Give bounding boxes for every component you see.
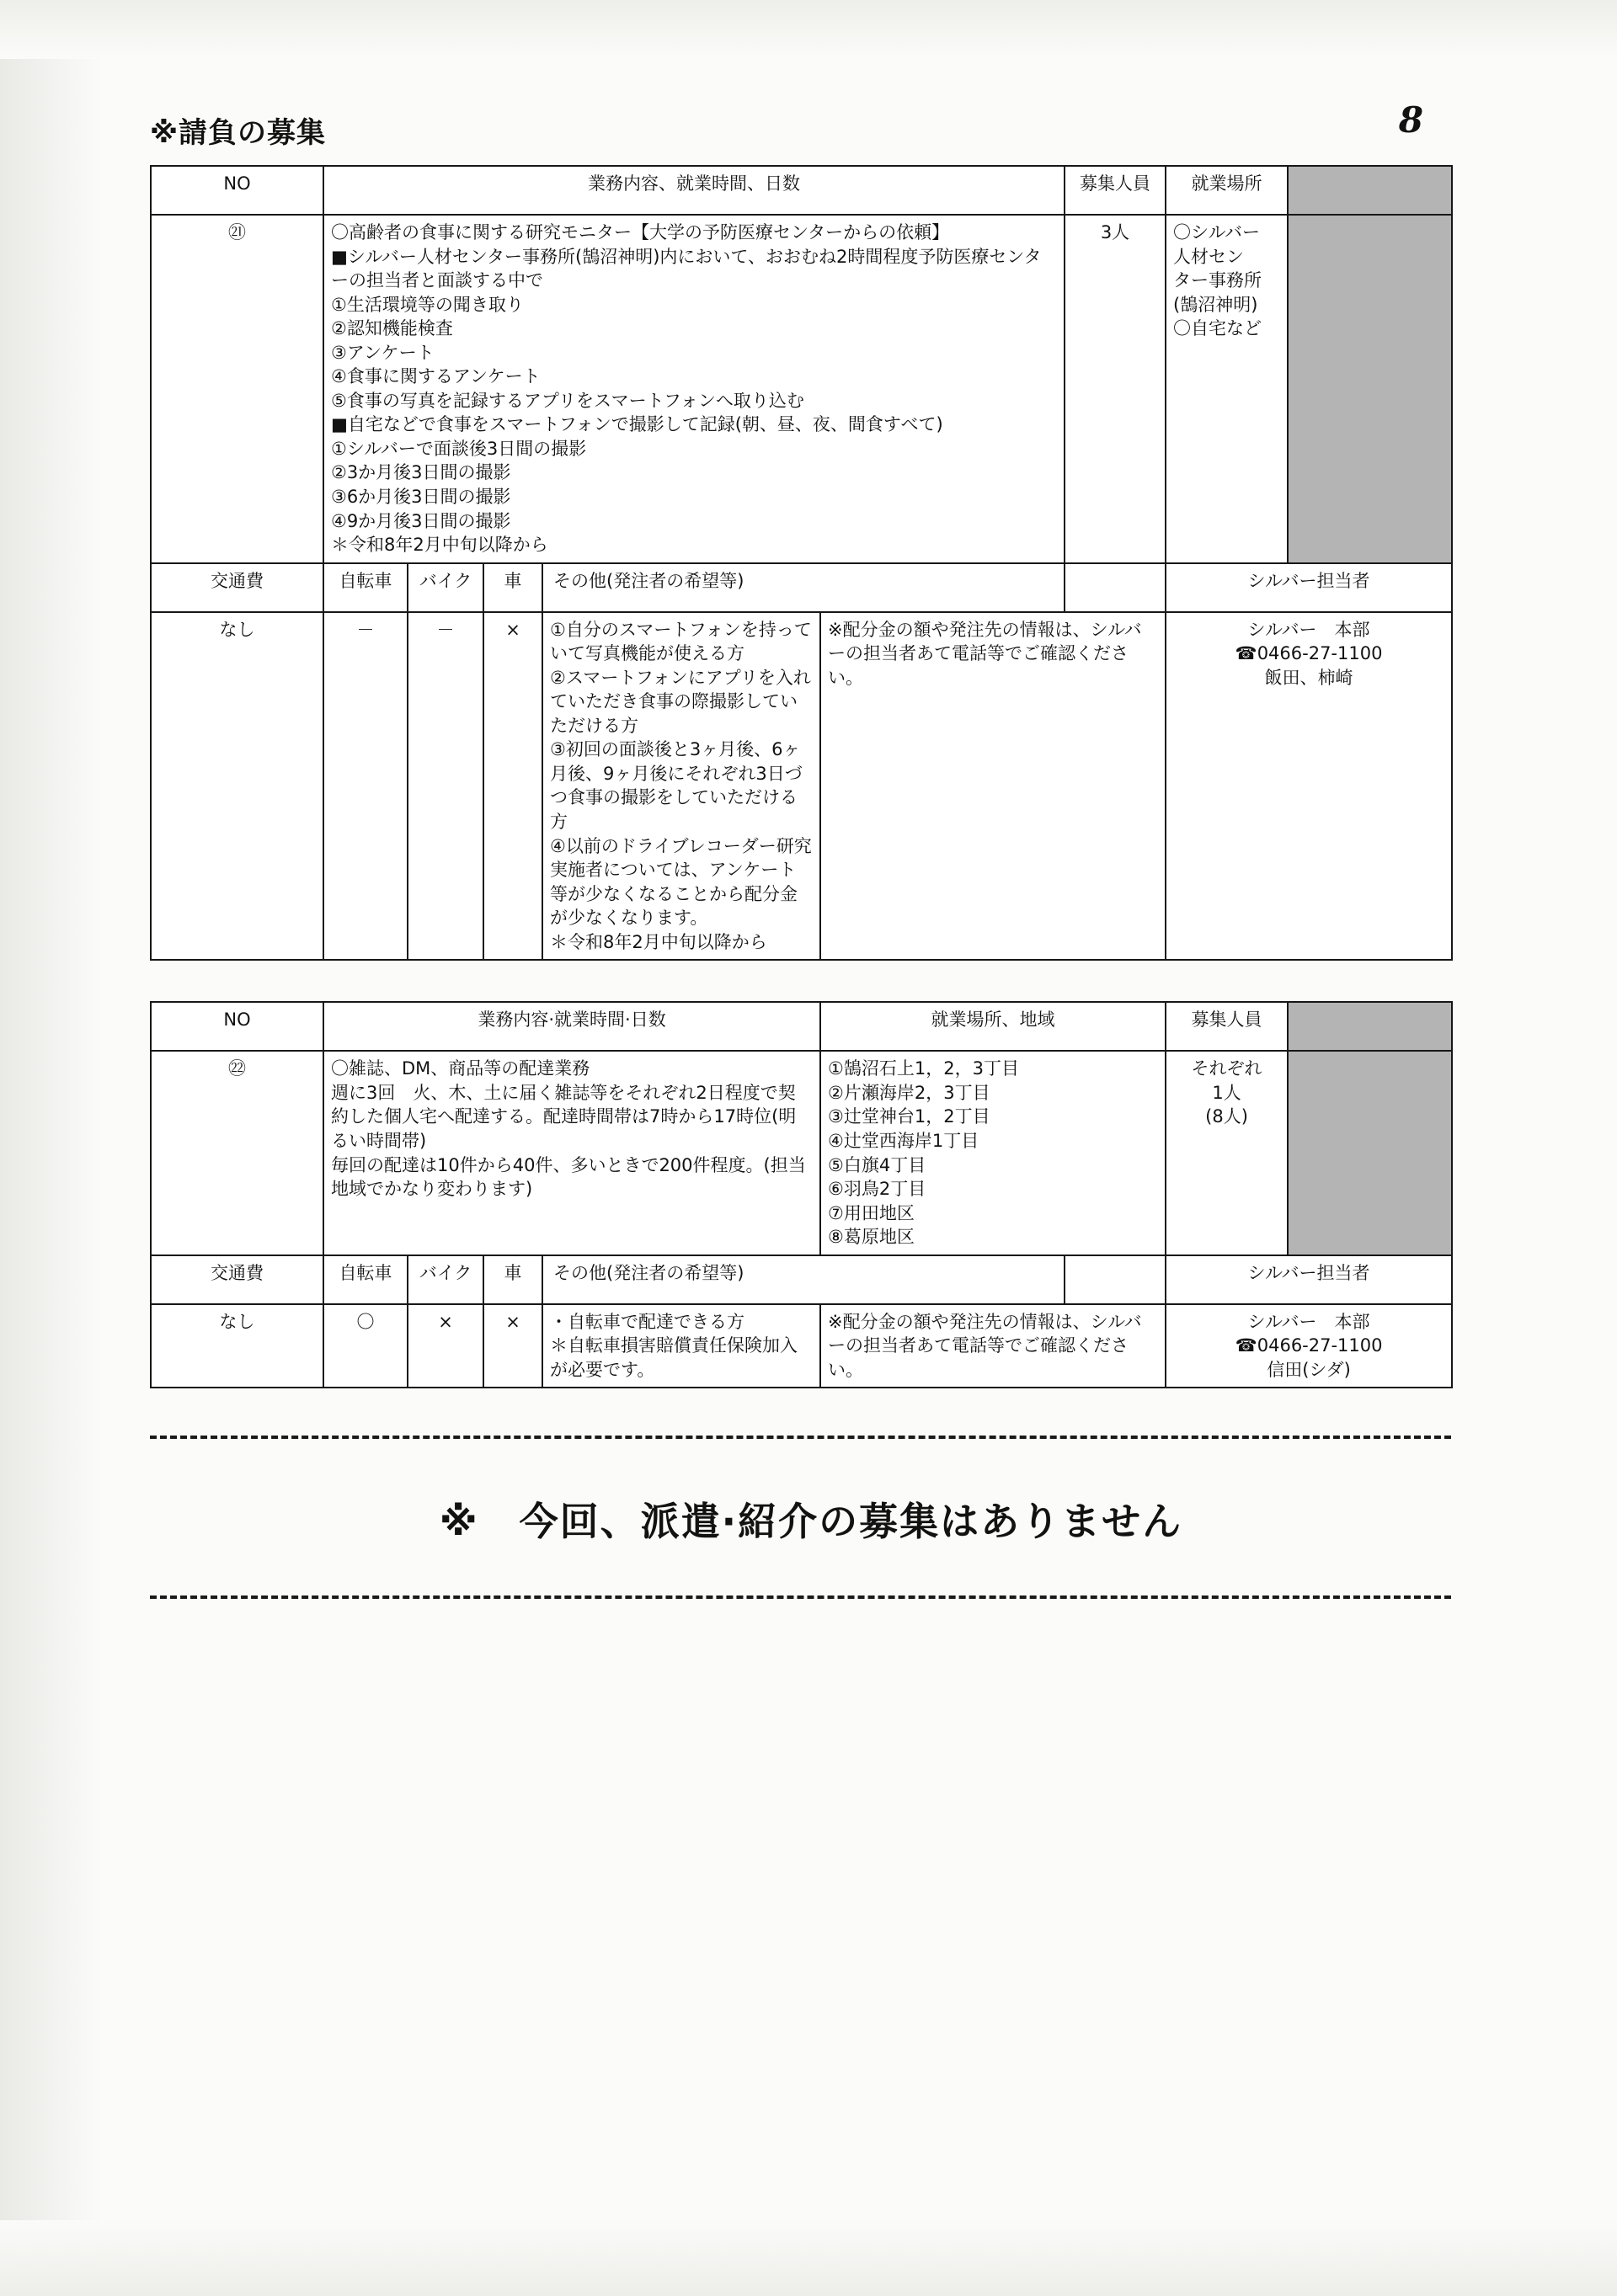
subheader-bike: バイク [408,563,483,612]
subrow-staff: シルバー 本部 ☎0466-27-1100 飯田、柿崎 [1166,612,1452,961]
sub-header-row [151,1255,1452,1304]
subheader-blank [1065,563,1166,612]
sub-row [151,1304,1452,1388]
row-blank [1288,215,1452,563]
header-no: NO [151,166,323,215]
subrow-car: × [483,612,542,961]
header-no: NO [151,1002,323,1051]
row-no: ㉑ [151,215,323,563]
subheader-car: 車 [483,563,542,612]
row-no: ㉒ [151,1051,323,1255]
subrow-other: ①自分のスマートフォンを持っていて写真機能が使える方 ②スマートフォンにアプリを入れていただき食事の際撮影していただける方 ③初回の面談後と3ヶ月後、6ヶ月後、9ヶ月後にそれぞれ3日づつ食事の撮影をしていただける方 ④以前のドライブレコーダー研究実施者については、アンケート等が少なくなることから配分金が少なくなります。 ＊令和8年2月中旬以降から [542,612,820,961]
subrow-bike: × [408,1304,483,1388]
subrow-transport: なし [151,1304,323,1388]
subrow-bike: － [408,612,483,961]
row-details: 〇高齢者の食事に関する研究モニター【大学の予防医療センターからの依頼】 ■シルバー人材センター事務所(鵠沼神明)内において、おおむね2時間程度予防医療センターの担当者と面談する中で ①生活環境等の聞き取り ②認知機能検査 ③アンケート ④食事に関するアンケート ⑤食事の写真を記録するアプリをスマートフォンへ取り込む ■自宅などで食事をスマートフォンで撮影して記録(朝、昼、夜、間食すべて) ①シルバーで面談後3日間の撮影 ②3か月後3日間の撮影 ③6か月後3日間の撮影 ④9か月後3日間の撮影 ＊令和8年2月中旬以降から [323,215,1065,563]
page-content [150,99,1472,1599]
subrow-staff: シルバー 本部 ☎0466-27-1100 信田(シダ) [1166,1304,1452,1388]
scan-shadow-bottom [0,2220,1617,2296]
header-blank [1288,166,1452,215]
subheader-staff: シルバー担当者 [1166,1255,1452,1304]
sub-header-row [151,563,1452,612]
subheader-blank [1065,1255,1166,1304]
header-details: 業務内容·就業時間·日数 [323,1002,820,1051]
header-blank [1288,1002,1452,1051]
subheader-bicycle: 自転車 [323,563,408,612]
page-header [150,99,1472,165]
page-title: ※請負の募集 [150,116,327,150]
row-openings: それぞれ 1人 (8人) [1166,1051,1288,1255]
table-row [151,215,1452,563]
row-workplace: ①鵠沼石上1，2，3丁目 ②片瀬海岸2，3丁目 ③辻堂神台1，2丁目 ④辻堂西海岸1丁目 ⑤白旗4丁目 ⑥羽鳥2丁目 ⑦用田地区 ⑧葛原地区 [820,1051,1166,1255]
subrow-bicycle: － [323,612,408,961]
row-details: 〇雑誌、DM、商品等の配達業務 週に3回 火、木、土に届く雑誌等をそれぞれ2日程度で契約した個人宅へ配達する。配達時間帯は7時から17時位(明るい時間帯) 毎回の配達は10件から40件、多いときで200件程度。(担当地域でかなり変わります) [323,1051,820,1255]
header-openings: 募集人員 [1166,1002,1288,1051]
scan-shadow-top [0,0,1617,59]
subrow-car: × [483,1304,542,1388]
subheader-other: その他(発注者の希望等) [542,1255,1065,1304]
table-gap [150,961,1472,1001]
header-workplace: 就業場所、地域 [820,1002,1166,1051]
subheader-bicycle: 自転車 [323,1255,408,1304]
subrow-transport: なし [151,612,323,961]
table-row [151,1051,1452,1255]
header-openings: 募集人員 [1065,166,1166,215]
sub-row [151,612,1452,961]
subheader-staff: シルバー担当者 [1166,563,1452,612]
row-workplace: 〇シルバー 人材セン ター事務所 (鵠沼神明) 〇自宅など [1166,215,1288,563]
footer-notice: ※ 今回、派遣·紹介の募集はありません [439,1499,1183,1545]
subrow-other: ・自転車で配達できる方 ＊自転車損害賠償責任保険加入が必要です。 [542,1304,820,1388]
job-table-22 [150,1001,1453,1388]
row-blank [1288,1051,1452,1255]
subrow-bicycle: 〇 [323,1304,408,1388]
scan-shadow-left [0,0,101,2296]
subheader-transport: 交通費 [151,563,323,612]
job-table-21 [150,165,1453,961]
row-openings: 3人 [1065,215,1166,563]
table-header-row [151,1002,1452,1051]
subheader-other: その他(発注者の希望等) [542,563,1065,612]
subrow-note: ※配分金の額や発注先の情報は、シルバーの担当者あて電話等でご確認ください。 [820,1304,1166,1388]
table-header-row [151,166,1452,215]
subheader-car: 車 [483,1255,542,1304]
page-number: 8 [1398,99,1423,141]
header-details: 業務内容、就業時間、日数 [323,166,1065,215]
header-workplace: 就業場所 [1166,166,1288,215]
subheader-transport: 交通費 [151,1255,323,1304]
subheader-bike: バイク [408,1255,483,1304]
subrow-note: ※配分金の額や発注先の情報は、シルバーの担当者あて電話等でご確認ください。 [820,612,1166,961]
divider-bottom [150,1595,1451,1599]
